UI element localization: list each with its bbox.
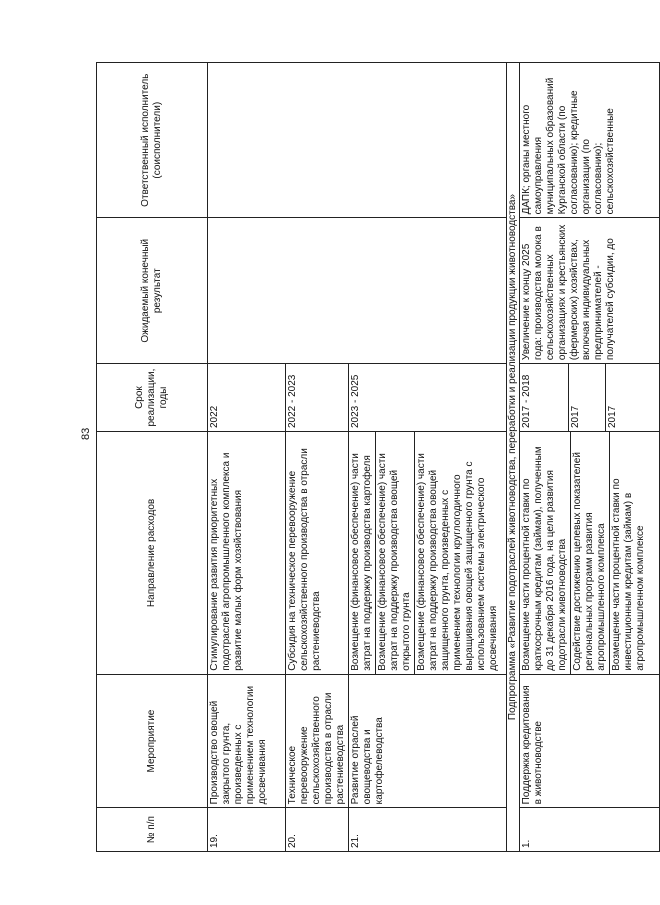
subprogram-row: [507, 63, 520, 852]
row-term: 2023 - 2025: [349, 364, 507, 432]
row-result: Увеличение к концу 2025 года: производства молока в сельскохозяйственных организациях и крестьянских (фермерских) хозяйствах, включая индивидуальных предпринимателей - получателей субсидии, до: [520, 218, 660, 364]
row-event: Техническое перевооружение сельскохозяйственного производства в отрасли растениеводства: [286, 674, 349, 808]
executor-cell-merged: [208, 63, 507, 218]
direction-item: Возмещение (финансовое обеспечение) части затрат на поддержку производства овощей защищенного грунта, произведенных с применением технологии круглогодичного выращивания овощей защищенного грунта с использованием системы электрического досвечивания: [414, 432, 501, 674]
direction-item: Возмещение (финансовое обеспечение) части затрат на поддержку производства овощей открытого грунта: [375, 432, 414, 674]
term-item: 2017: [568, 364, 605, 431]
table-row: [520, 63, 660, 852]
row-direction-group: [520, 432, 660, 675]
row-num: 20.: [286, 808, 349, 852]
header-executor: Ответственный исполнитель (соисполнители): [97, 63, 208, 218]
header-direction: Направление расходов: [97, 432, 208, 675]
table-header-row: [97, 63, 208, 852]
row-direction: Субсидия на техническое перевооружение сельскохозяйственного производства в отрасли растениеводства: [286, 432, 349, 675]
page-number: 83: [80, 427, 92, 440]
row-event: Поддержка кредитования в животноводстве: [520, 674, 660, 808]
direction-item: Содействие достижению целевых показателей региональных программ развития агропромышленного комплекса: [570, 432, 609, 674]
row-term-group: [520, 364, 660, 432]
row-num: 21.: [349, 808, 507, 852]
row-direction: Стимулирование развития приоритетных подотраслей агропромышленного комплекса и развитие малых форм хозяйствования: [208, 432, 286, 675]
row-num: 19.: [208, 808, 286, 852]
term-item: 2017: [605, 364, 620, 431]
rotated-table-sheet: [96, 62, 646, 852]
table-row: [208, 63, 286, 852]
result-cell-merged: [208, 218, 507, 364]
row-event: Производство овощей закрытого грунта, произведенных с применением технологии досвечивания: [208, 674, 286, 808]
header-result: Ожидаемый конечный результат: [97, 218, 208, 364]
subprogram-title: Подпрограмма «Развитие подотраслей животноводства, переработки и реализации продукции животноводства»: [507, 63, 520, 852]
term-item: 2017 - 2018: [521, 374, 532, 429]
activities-table: [96, 62, 660, 852]
row-direction-group: [349, 432, 507, 675]
row-event: Развитие отраслей овощеводства и картофелеводства: [349, 674, 507, 808]
row-term: 2022: [208, 364, 286, 432]
direction-item: Возмещение (финансовое обеспечение) части затрат на поддержку производства картофеля: [350, 453, 373, 671]
header-term: Срок реализации, годы: [97, 364, 208, 432]
row-num: 1.: [520, 808, 660, 852]
header-event: Мероприятие: [97, 674, 208, 808]
direction-item: Возмещение части процентной ставки по инвестиционным кредитам (займам) в агропромышленном комплексе: [609, 432, 648, 674]
header-num: № п/п: [97, 808, 208, 852]
direction-item: Возмещение части процентной ставки по краткосрочным кредитам (займам), полученным до 31 декабря 2016 года, на цели развития подотрасли животноводства: [521, 446, 568, 671]
row-executor: ДАПК; органы местного самоуправления муниципальных образований Курганской области (по согласованию); кредитные организации (по согласованию); сельскохозяйственные: [520, 63, 660, 218]
row-term: 2022 - 2023: [286, 364, 349, 432]
